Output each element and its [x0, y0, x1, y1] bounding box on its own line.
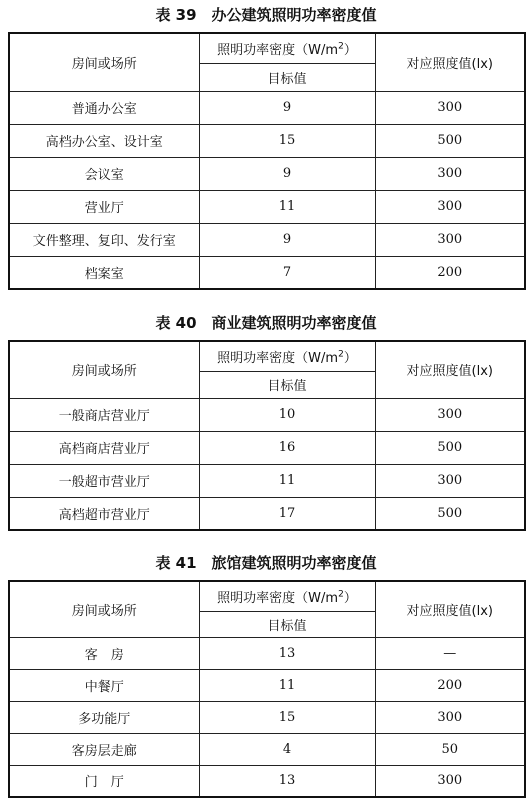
table-row [9, 497, 525, 530]
header-target: 目标值 [199, 611, 375, 637]
cell-illuminance: 200 [375, 256, 525, 289]
table-row [9, 190, 525, 223]
cell-illuminance: 500 [375, 497, 525, 530]
cell-room: 营业厅 [9, 190, 199, 223]
table-row [9, 91, 525, 124]
lighting-power-density-table [8, 580, 526, 798]
cell-target: 17 [199, 497, 375, 530]
cell-target: 16 [199, 431, 375, 464]
cell-illuminance: 300 [375, 464, 525, 497]
header-target: 目标值 [199, 371, 375, 398]
lighting-power-density-table [8, 340, 526, 531]
header-room: 房间或场所 [9, 341, 199, 398]
cell-room: 多功能厅 [9, 701, 199, 733]
cell-room: 一般超市营业厅 [9, 464, 199, 497]
table-row [9, 431, 525, 464]
header-target: 目标值 [199, 63, 375, 91]
cell-target: 4 [199, 733, 375, 765]
cell-room: 客房层走廊 [9, 733, 199, 765]
cell-target: 9 [199, 91, 375, 124]
cell-illuminance: 50 [375, 733, 525, 765]
table-row [9, 157, 525, 190]
cell-target: 11 [199, 669, 375, 701]
header-illuminance: 对应照度值(lx) [375, 33, 525, 91]
cell-room: 档案室 [9, 256, 199, 289]
cell-room: 会议室 [9, 157, 199, 190]
header-room: 房间或场所 [9, 33, 199, 91]
cell-illuminance: 300 [375, 223, 525, 256]
table-caption: 表 41 旅馆建筑照明功率密度值 [155, 554, 377, 572]
cell-room: 高档超市营业厅 [9, 497, 199, 530]
table-row [9, 256, 525, 289]
cell-target: 13 [199, 637, 375, 669]
cell-illuminance: 300 [375, 765, 525, 797]
cell-room: 普通办公室 [9, 91, 199, 124]
cell-illuminance: — [375, 637, 525, 669]
table-caption: 表 39 办公建筑照明功率密度值 [155, 6, 377, 24]
table-row [9, 669, 525, 701]
cell-target: 11 [199, 190, 375, 223]
header-lpd: 照明功率密度$(W/m^2)$ [199, 341, 375, 371]
cell-room: 一般商店营业厅 [9, 398, 199, 431]
table-row [9, 701, 525, 733]
cell-illuminance: 300 [375, 701, 525, 733]
header-room: 房间或场所 [9, 581, 199, 637]
cell-room: 文件整理、复印、发行室 [9, 223, 199, 256]
table-row [9, 124, 525, 157]
header-illuminance: 对应照度值(lx) [375, 341, 525, 398]
header-lpd: 照明功率密度$(W/m^2)$ [199, 581, 375, 611]
cell-illuminance: 500 [375, 431, 525, 464]
table-row [9, 733, 525, 765]
table-40-block [0, 308, 532, 523]
table-caption: 表 40 商业建筑照明功率密度值 [155, 314, 377, 332]
table-41-block [0, 548, 532, 791]
cell-room: 客 房 [9, 637, 199, 669]
header-lpd: 照明功率密度$(W/m^2)$ [199, 33, 375, 63]
table-row [9, 637, 525, 669]
cell-illuminance: 300 [375, 398, 525, 431]
cell-illuminance: 200 [375, 669, 525, 701]
cell-room: 高档办公室、设计室 [9, 124, 199, 157]
cell-target: 15 [199, 701, 375, 733]
cell-target: 9 [199, 223, 375, 256]
cell-room: 高档商店营业厅 [9, 431, 199, 464]
cell-target: 11 [199, 464, 375, 497]
cell-target: 9 [199, 157, 375, 190]
cell-room: 门 厅 [9, 765, 199, 797]
table-row [9, 765, 525, 797]
cell-target: 13 [199, 765, 375, 797]
cell-illuminance: 500 [375, 124, 525, 157]
cell-target: 15 [199, 124, 375, 157]
cell-illuminance: 300 [375, 190, 525, 223]
table-row [9, 223, 525, 256]
cell-target: 7 [199, 256, 375, 289]
cell-target: 10 [199, 398, 375, 431]
table-39-block [0, 0, 532, 282]
cell-illuminance: 300 [375, 91, 525, 124]
table-row [9, 464, 525, 497]
cell-room: 中餐厅 [9, 669, 199, 701]
header-illuminance: 对应照度值(lx) [375, 581, 525, 637]
table-row [9, 398, 525, 431]
cell-illuminance: 300 [375, 157, 525, 190]
lighting-power-density-table [8, 32, 526, 290]
